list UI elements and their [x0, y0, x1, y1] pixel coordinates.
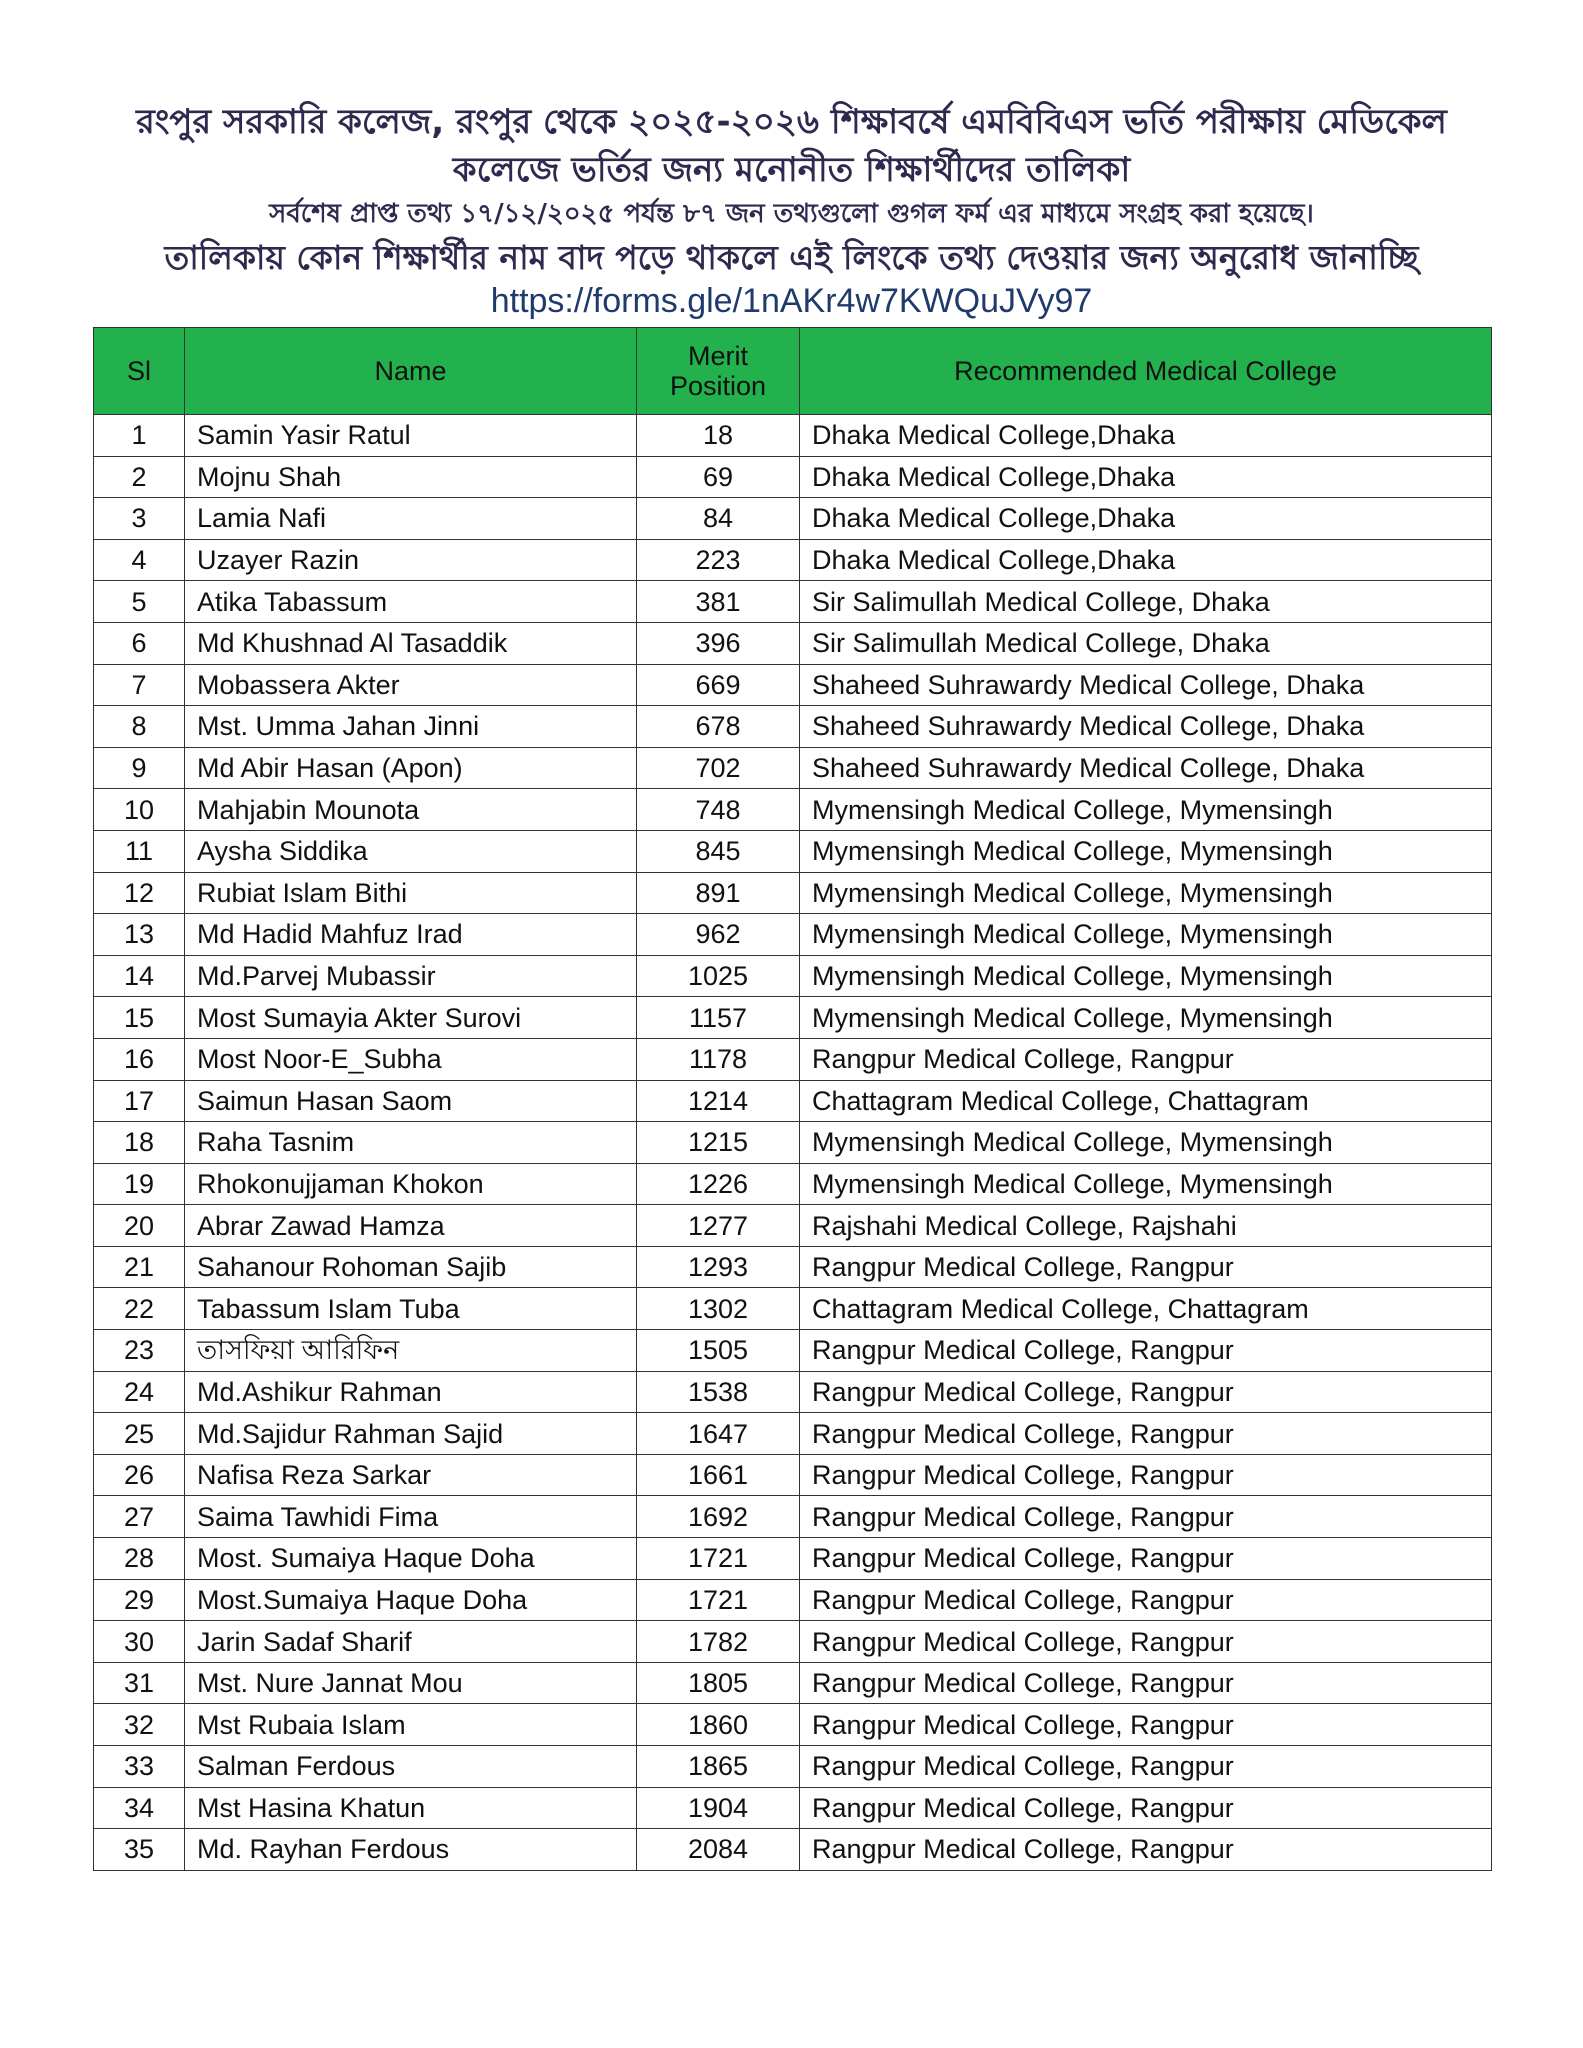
cell-merit: 1860: [637, 1704, 800, 1746]
cell-name: Samin Yasir Ratul: [185, 415, 637, 457]
cell-college: Rangpur Medical College, Rangpur: [800, 1579, 1492, 1621]
cell-merit: 1178: [637, 1038, 800, 1080]
title-line-2: কলেজে ভর্তির জন্য মনোনীত শিক্ষার্থীদের তালিকা: [452, 150, 1131, 190]
table-row: [94, 1163, 1492, 1205]
cell-name: Md.Parvej Mubassir: [185, 955, 637, 997]
cell-name: Saimun Hasan Saom: [185, 1080, 637, 1122]
cell-sl: 23: [94, 1330, 185, 1372]
table-row: [94, 581, 1492, 623]
cell-sl: 5: [94, 581, 185, 623]
cell-merit: 1293: [637, 1246, 800, 1288]
cell-sl: 11: [94, 830, 185, 872]
cell-sl: 22: [94, 1288, 185, 1330]
table-row: [94, 1787, 1492, 1829]
cell-merit: 678: [637, 706, 800, 748]
cell-college: Rajshahi Medical College, Rajshahi: [800, 1205, 1492, 1247]
cell-merit: 69: [637, 456, 800, 498]
table-row: [94, 1829, 1492, 1871]
cell-sl: 24: [94, 1371, 185, 1413]
cell-college: Rangpur Medical College, Rangpur: [800, 1787, 1492, 1829]
table-row: [94, 1330, 1492, 1372]
table-row: [94, 1496, 1492, 1538]
cell-college: Dhaka Medical College,Dhaka: [800, 415, 1492, 457]
cell-sl: 14: [94, 955, 185, 997]
cell-sl: 30: [94, 1621, 185, 1663]
table-row: [94, 1746, 1492, 1788]
cell-merit: 1505: [637, 1330, 800, 1372]
cell-name: Most Sumayia Akter Surovi: [185, 997, 637, 1039]
cell-merit: 396: [637, 622, 800, 664]
cell-college: Rangpur Medical College, Rangpur: [800, 1496, 1492, 1538]
table-row: [94, 498, 1492, 540]
table-row: [94, 1454, 1492, 1496]
merit-header-line2: Position: [669, 371, 767, 401]
table-row: [94, 539, 1492, 581]
cell-college: Rangpur Medical College, Rangpur: [800, 1371, 1492, 1413]
cell-sl: 35: [94, 1829, 185, 1871]
cell-merit: 1302: [637, 1288, 800, 1330]
table-row: [94, 872, 1492, 914]
cell-name: Atika Tabassum: [185, 581, 637, 623]
cell-college: Rangpur Medical College, Rangpur: [800, 1454, 1492, 1496]
cell-college: Mymensingh Medical College, Mymensingh: [800, 914, 1492, 956]
cell-sl: 8: [94, 706, 185, 748]
cell-college: Rangpur Medical College, Rangpur: [800, 1621, 1492, 1663]
cell-merit: 1805: [637, 1662, 800, 1704]
cell-sl: 12: [94, 872, 185, 914]
table-row: [94, 1662, 1492, 1704]
cell-name: Most.Sumaiya Haque Doha: [185, 1579, 637, 1621]
cell-sl: 18: [94, 1122, 185, 1164]
title-line-1: রংপুর সরকারি কলেজ, রংপুর থেকে ২০২৫-২০২৬ শিক্ষাবর্ষে এমবিবিএস ভর্তি পরীক্ষায় মেডিকেল: [136, 102, 1447, 142]
cell-college: Shaheed Suhrawardy Medical College, Dhaka: [800, 706, 1492, 748]
cell-name: তাসফিয়া আরিফিন: [185, 1330, 637, 1372]
table-row: [94, 1080, 1492, 1122]
table-row: [94, 415, 1492, 457]
cell-name: Rubiat Islam Bithi: [185, 872, 637, 914]
table-row: [94, 1288, 1492, 1330]
cell-college: Chattagram Medical College, Chattagram: [800, 1288, 1492, 1330]
cell-name: Mahjabin Mounota: [185, 789, 637, 831]
cell-merit: 84: [637, 498, 800, 540]
table-row: [94, 622, 1492, 664]
cell-name: Aysha Siddika: [185, 830, 637, 872]
cell-merit: 1157: [637, 997, 800, 1039]
cell-college: Rangpur Medical College, Rangpur: [800, 1829, 1492, 1871]
cell-sl: 20: [94, 1205, 185, 1247]
cell-merit: 1226: [637, 1163, 800, 1205]
cell-merit: 1721: [637, 1579, 800, 1621]
table-row: [94, 706, 1492, 748]
cell-sl: 15: [94, 997, 185, 1039]
cell-sl: 2: [94, 456, 185, 498]
table-row: [94, 1621, 1492, 1663]
cell-sl: 21: [94, 1246, 185, 1288]
column-header-merit: [637, 328, 800, 415]
table-row: [94, 664, 1492, 706]
cell-college: Mymensingh Medical College, Mymensingh: [800, 830, 1492, 872]
cell-merit: 2084: [637, 1829, 800, 1871]
table-row: [94, 830, 1492, 872]
cell-college: Dhaka Medical College,Dhaka: [800, 456, 1492, 498]
cell-sl: 6: [94, 622, 185, 664]
cell-merit: 1214: [637, 1080, 800, 1122]
table-row: [94, 955, 1492, 997]
cell-sl: 19: [94, 1163, 185, 1205]
cell-sl: 25: [94, 1413, 185, 1455]
cell-name: Tabassum Islam Tuba: [185, 1288, 637, 1330]
cell-merit: 381: [637, 581, 800, 623]
cell-merit: 1025: [637, 955, 800, 997]
cell-name: Rhokonujjaman Khokon: [185, 1163, 637, 1205]
cell-name: Nafisa Reza Sarkar: [185, 1454, 637, 1496]
cell-college: Rangpur Medical College, Rangpur: [800, 1413, 1492, 1455]
cell-name: Mojnu Shah: [185, 456, 637, 498]
cell-merit: 1865: [637, 1746, 800, 1788]
cell-college: Dhaka Medical College,Dhaka: [800, 539, 1492, 581]
cell-merit: 891: [637, 872, 800, 914]
cell-sl: 29: [94, 1579, 185, 1621]
table-row: [94, 1246, 1492, 1288]
cell-name: Mst. Umma Jahan Jinni: [185, 706, 637, 748]
table-row: [94, 1122, 1492, 1164]
cell-name: Most. Sumaiya Haque Doha: [185, 1538, 637, 1580]
cell-merit: 1782: [637, 1621, 800, 1663]
cell-sl: 28: [94, 1538, 185, 1580]
cell-merit: 1647: [637, 1413, 800, 1455]
table-header-row: [94, 328, 1492, 415]
cell-merit: 223: [637, 539, 800, 581]
cell-college: Sir Salimullah Medical College, Dhaka: [800, 622, 1492, 664]
cell-college: Mymensingh Medical College, Mymensingh: [800, 997, 1492, 1039]
cell-sl: 9: [94, 747, 185, 789]
cell-name: Lamia Nafi: [185, 498, 637, 540]
column-header-college: Recommended Medical College: [800, 328, 1492, 415]
cell-merit: 1661: [637, 1454, 800, 1496]
column-header-name: Name: [185, 328, 637, 415]
cell-college: Rangpur Medical College, Rangpur: [800, 1038, 1492, 1080]
cell-merit: 1538: [637, 1371, 800, 1413]
cell-name: Mobassera Akter: [185, 664, 637, 706]
cell-merit: 962: [637, 914, 800, 956]
cell-name: Mst Hasina Khatun: [185, 1787, 637, 1829]
cell-name: Uzayer Razin: [185, 539, 637, 581]
cell-name: Most Noor-E_Subha: [185, 1038, 637, 1080]
cell-merit: 748: [637, 789, 800, 831]
cell-college: Dhaka Medical College,Dhaka: [800, 498, 1492, 540]
cell-college: Rangpur Medical College, Rangpur: [800, 1246, 1492, 1288]
table-row: [94, 1038, 1492, 1080]
table-row: [94, 789, 1492, 831]
table-row: [94, 1413, 1492, 1455]
cell-merit: 1904: [637, 1787, 800, 1829]
cell-name: Raha Tasnim: [185, 1122, 637, 1164]
table-row: [94, 997, 1492, 1039]
cell-name: Md.Sajidur Rahman Sajid: [185, 1413, 637, 1455]
cell-name: Sahanour Rohoman Sajib: [185, 1246, 637, 1288]
cell-merit: 18: [637, 415, 800, 457]
cell-college: Rangpur Medical College, Rangpur: [800, 1704, 1492, 1746]
cell-college: Mymensingh Medical College, Mymensingh: [800, 1122, 1492, 1164]
cell-college: Rangpur Medical College, Rangpur: [800, 1662, 1492, 1704]
cell-sl: 31: [94, 1662, 185, 1704]
table-row: [94, 1205, 1492, 1247]
cell-sl: 10: [94, 789, 185, 831]
cell-college: Mymensingh Medical College, Mymensingh: [800, 955, 1492, 997]
info-line: সর্বশেষ প্রাপ্ত তথ্য ১৭/১২/২০২৫ পর্যন্ত ৮৭ জন তথ্যগুলো গুগল ফর্ম এর মাধ্যমে সংগ্রহ করা হয়েছে।: [269, 199, 1314, 229]
cell-merit: 1277: [637, 1205, 800, 1247]
cell-merit: 1692: [637, 1496, 800, 1538]
cell-sl: 7: [94, 664, 185, 706]
cell-college: Sir Salimullah Medical College, Dhaka: [800, 581, 1492, 623]
cell-name: Md Abir Hasan (Apon): [185, 747, 637, 789]
cell-merit: 1721: [637, 1538, 800, 1580]
cell-name: Md Khushnad Al Tasaddik: [185, 622, 637, 664]
cell-name: Mst. Nure Jannat Mou: [185, 1662, 637, 1704]
merit-table: [93, 327, 1492, 1871]
table-row: [94, 747, 1492, 789]
table-row: [94, 1538, 1492, 1580]
cell-college: Rangpur Medical College, Rangpur: [800, 1746, 1492, 1788]
table-body: [94, 415, 1492, 1871]
table-row: [94, 1579, 1492, 1621]
table-row: [94, 1371, 1492, 1413]
cell-merit: 702: [637, 747, 800, 789]
cell-name: Md. Rayhan Ferdous: [185, 1829, 637, 1871]
merit-header-line1: Merit: [688, 341, 748, 371]
cell-sl: 34: [94, 1787, 185, 1829]
cell-sl: 26: [94, 1454, 185, 1496]
cell-merit: 845: [637, 830, 800, 872]
cell-college: Rangpur Medical College, Rangpur: [800, 1538, 1492, 1580]
cell-sl: 16: [94, 1038, 185, 1080]
cell-name: Md Hadid Mahfuz Irad: [185, 914, 637, 956]
cell-college: Chattagram Medical College, Chattagram: [800, 1080, 1492, 1122]
google-form-link[interactable]: https://forms.gle/1nAKr4w7KWQuJVy97: [490, 282, 1093, 320]
table-row: [94, 456, 1492, 498]
cell-merit: 669: [637, 664, 800, 706]
cell-name: Jarin Sadaf Sharif: [185, 1621, 637, 1663]
column-header-sl: Sl: [94, 328, 185, 415]
cell-merit: 1215: [637, 1122, 800, 1164]
cell-sl: 1: [94, 415, 185, 457]
cell-sl: 32: [94, 1704, 185, 1746]
cell-name: Abrar Zawad Hamza: [185, 1205, 637, 1247]
cell-college: Shaheed Suhrawardy Medical College, Dhaka: [800, 747, 1492, 789]
cell-name: Mst Rubaia Islam: [185, 1704, 637, 1746]
cell-sl: 27: [94, 1496, 185, 1538]
request-line: তালিকায় কোন শিক্ষার্থীর নাম বাদ পড়ে থাকলে এই লিংকে তথ্য দেওয়ার জন্য অনুরোধ জানাচ্ছি: [164, 238, 1419, 277]
cell-college: Mymensingh Medical College, Mymensingh: [800, 789, 1492, 831]
cell-college: Shaheed Suhrawardy Medical College, Dhaka: [800, 664, 1492, 706]
cell-sl: 33: [94, 1746, 185, 1788]
cell-name: Salman Ferdous: [185, 1746, 637, 1788]
cell-sl: 3: [94, 498, 185, 540]
cell-sl: 17: [94, 1080, 185, 1122]
cell-name: Md.Ashikur Rahman: [185, 1371, 637, 1413]
cell-college: Rangpur Medical College, Rangpur: [800, 1330, 1492, 1372]
cell-name: Saima Tawhidi Fima: [185, 1496, 637, 1538]
cell-college: Mymensingh Medical College, Mymensingh: [800, 872, 1492, 914]
cell-college: Mymensingh Medical College, Mymensingh: [800, 1163, 1492, 1205]
table-row: [94, 914, 1492, 956]
table-row: [94, 1704, 1492, 1746]
cell-sl: 13: [94, 914, 185, 956]
cell-sl: 4: [94, 539, 185, 581]
